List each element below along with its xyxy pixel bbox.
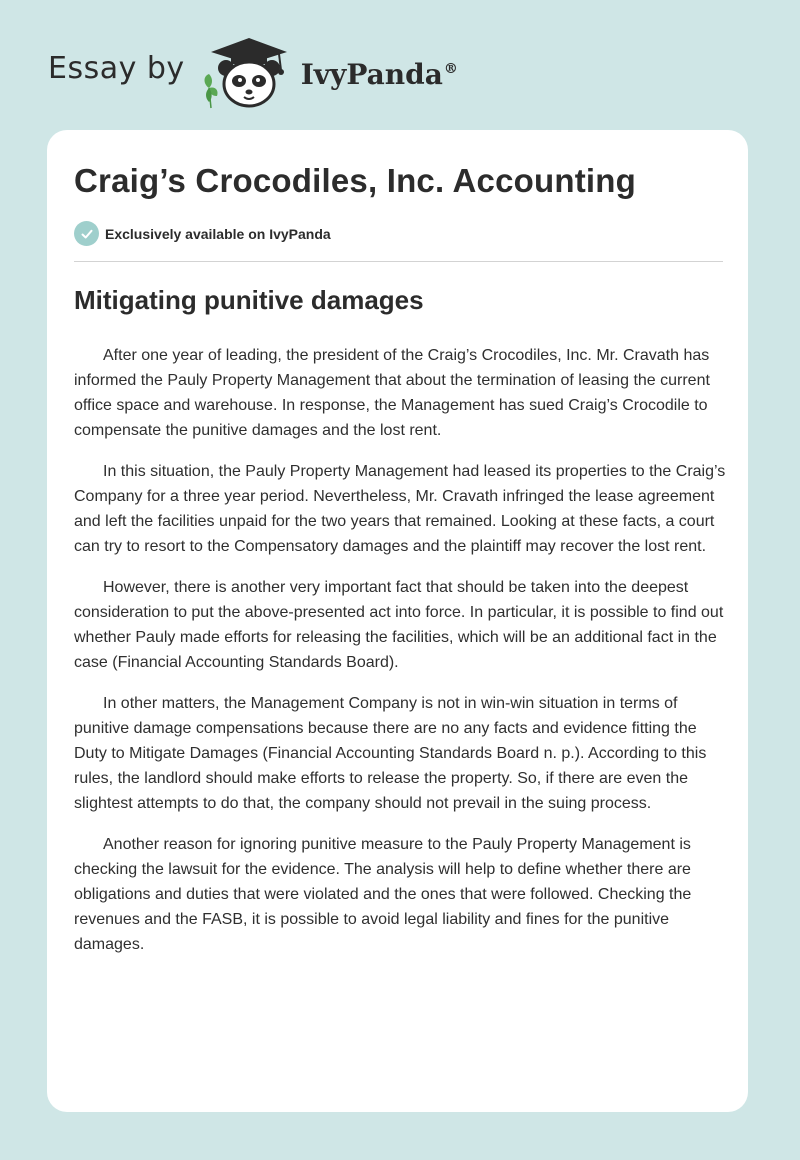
brand-header[interactable]: [48, 34, 458, 110]
paragraph: In other matters, the Management Company is not in win-win situation in terms of punitive damage compensations because there are no any facts and evidence fitting the Duty to Mitigate Damages (Financial Accounting Standards Board n. p.). According to this rules, the landlord should make efforts to release the property. So, if there are even the slightest attempts to do that, the company should not prevail in the suing process.: [74, 695, 707, 812]
section-heading: Mitigating punitive damages: [74, 285, 424, 315]
paragraph: In this situation, the Pauly Property Management had leased its properties to the Craig’s Company for a three year period. Nevertheless, Mr. Cravath infringed the lease agreement and left the facilities unpaid for the two years that remained. Looking at these facts, a court can try to resort to the Compensatory damages and the plaintiff may recover the lost rent.: [74, 463, 726, 555]
essay-body: [74, 343, 728, 973]
checkmark-icon: [74, 221, 99, 246]
page-title: Craig’s Crocodiles, Inc. Accounting: [74, 162, 636, 199]
exclusive-badge: [74, 221, 331, 246]
document-card: [47, 130, 748, 1112]
paragraph: However, there is another very important fact that should be taken into the deepest consideration to put the above-presented act into force. In particular, it is possible to find out whether Pauly made efforts for releasing the facilities, which will be an additional fact in the case (Financial Accounting Standards Board).: [74, 579, 724, 671]
brand-prefix: Essay by: [48, 50, 185, 86]
paragraph: Another reason for ignoring punitive measure to the Pauly Property Management is checking the lawsuit for the evidence. The analysis will help to define whether there are obligations and duties that were violated and the ones that were followed. Checking the revenues and the FASB, it is possible to avoid legal liability and fines for the punitive damages.: [74, 836, 692, 953]
exclusive-badge-text: Exclusively available on IvyPanda: [105, 225, 331, 242]
divider: [74, 261, 723, 262]
paragraph: After one year of leading, the president of the Craig’s Crocodiles, Inc. Mr. Cravath has informed the Pauly Property Management that about the termination of leasing the current office space and warehouse. In response, the Management has sued Craig’s Crocodile to compensate the punitive damages and the lost rent.: [74, 347, 710, 439]
panda-logo-icon: [199, 34, 295, 110]
brand-name: IvyPanda®: [300, 57, 458, 91]
